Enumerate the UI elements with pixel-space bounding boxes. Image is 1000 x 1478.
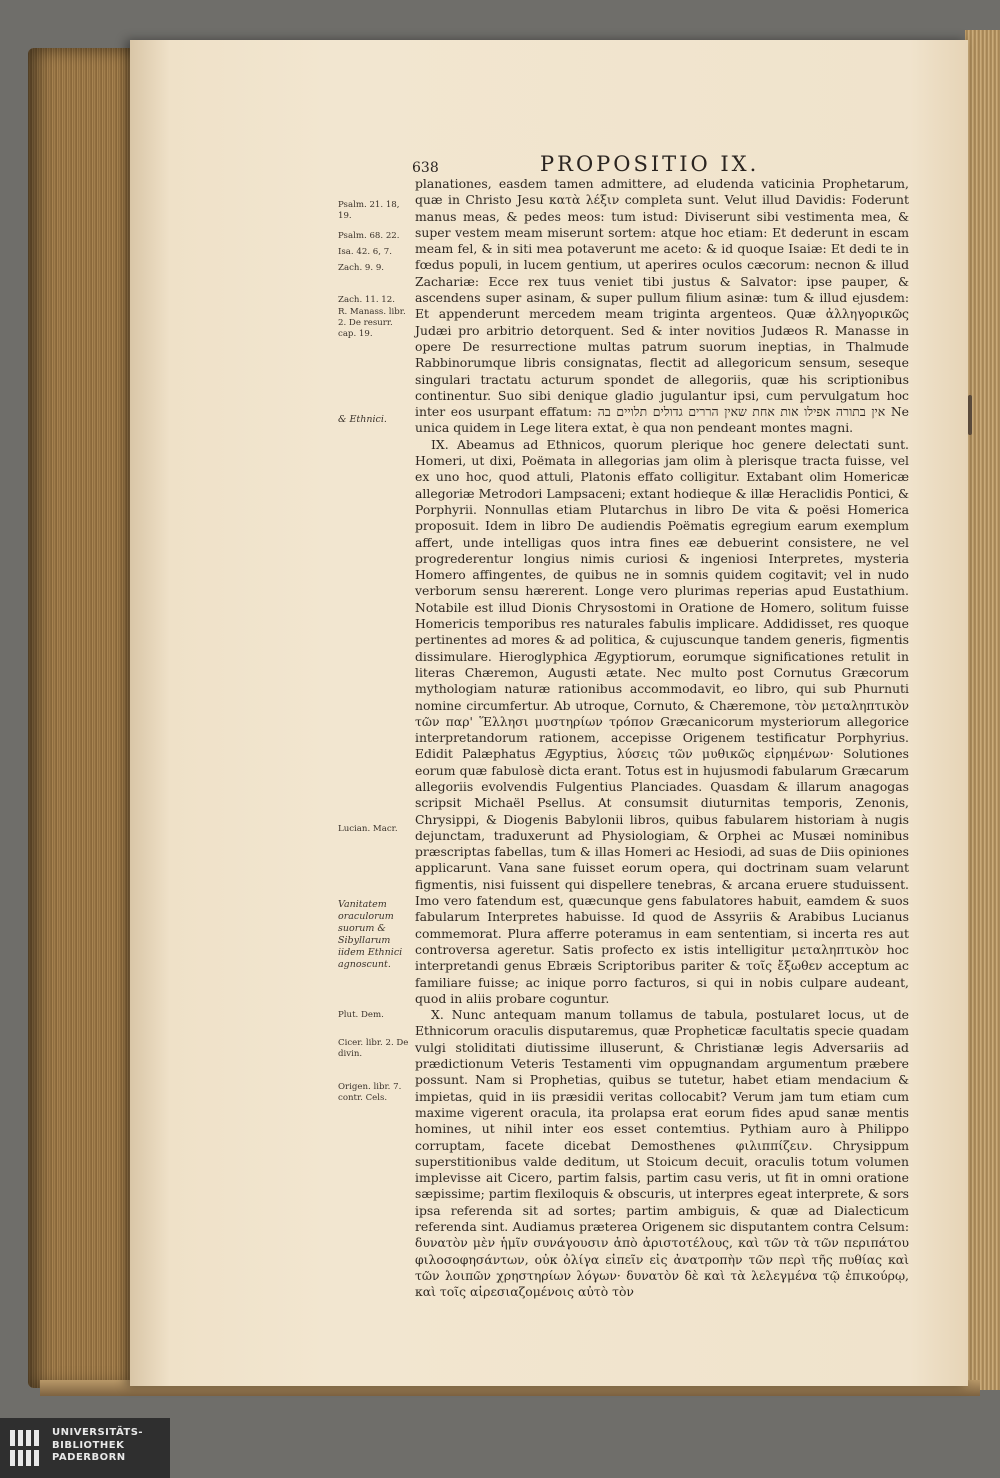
library-logo (0, 1418, 170, 1478)
book-fore-edge (28, 48, 132, 1388)
margin-note: & Ethnici. (338, 414, 387, 425)
book-right-edge (965, 30, 1000, 1390)
margin-note: Origen. libr. 7. contr. Cels. (338, 1082, 402, 1103)
paragraph: IX. Abeamus ad Ethnicos, quorum plerique hoc genere delectati sunt. Homeri, ut dixi, Poëmata in allegorias jam olim à plerisque tracta fuisse, vel ex uno hoc, quod attuli, Platonis effato colligitur. Extabant olim Homericæ allegoriæ Metrodori Lampsaceni; extant hodieque & illæ Heraclidis Pontici, & Porphyrii. Nonnullas etiam Plutarchus in libro De vita & poësi Homerica proposuit. Idem in libro De audiendis Poëmatis egregium earum exemplum affert, unde intelligas quos intra fines eæ debuerint consistere, ne vel progrederentur longius nimis curiosi & ingeniosi Interpretes, mysteria Homero affingentes, de quibus ne in somnis quidem cogitavit; vel in nudo verborum sensu hærerent. Longe vero plurimas reperias apud Eustathium. Notabile est illud Dionis Chrysostomi in Oratione de Homero, solitum fuisse Homericis temporibus res naturales fabulis implicare. Addidisset, res quoque pertinentes ad mores & ad politica, & cujuscunque tandem generis, figmentis dissimulare. Hieroglyphica Ægyptiorum, eorumque significationes retulit in literas Chæremon, Augusti ætate. Nec multo post Cornutus Græcorum mythologiam naturæ rationibus accommodavit, eo libro, qui sub Phurnuti nomine circumfertur. Ab utroque, Cornuto, & Chæremone, τὸν μεταληπτικὸν τῶν παρ' Ἕλλησι μυστηρίων τρόπον Græcanicorum mysteriorum allegorice interpretandorum rationem, accepisse Origenem testificatur Porphyrius. Edidit Palæphatus Ægyptius, λύσεις τῶν μυθικῶς εἰρημένων· Solutiones eorum quæ fabulosè dicta erant. Totus est in hujusmodi fabularum Græcarum allegoriis evolvendis Fulgentius Planciades. Quasdam & illarum anagogas scripsit Michaël Psellus. At consumsit diuturnitas temporis, Zenonis, Chrysippi, & Diogenis Babylonii libros, quibus fabularem historiam à nugis dejunctam, traduxerunt ad Physiologiam, & Orphei ac Musæi nominibus præscriptas fabellas, tum & illas Homeri ac Hesiodi, ad suas de Diis opiniones applicarunt. Vana sane fuisset eorum opera, qui doctrinam suam velarunt figmentis, nisi fuissent qui dispellere tenebras, & arcana eruere studuissent. Imo vero fatendum est, quæcunque gens fabulatores habuit, eamdem & suos fabularum Interpretes habuisse. Id quod de Assyriis & Arabibus Lucianus commemorat. Plura afferre poteramus in eam sententiam, si incerta res aut controversa ageretur. Satis profecto ex istis intelligitur μεταληπτικὸν hoc interpretandi genus Ebræis Scriptoribus pariter & τοῖς ἔξωθεν acceptum ac familiare fuisse; ac inique porro facturos, si qui in nobis culpare audeant, quod in aliis probare coguntur. (415, 436, 909, 1006)
margin-note: Zach. 9. 9. (338, 263, 385, 273)
page-stain (968, 395, 972, 435)
paragraph: X. Nunc antequam manum tollamus de tabula, postularet locus, ut de Ethnicorum oraculis disputaremus, quæ Propheticæ facultatis specie quadam vulgi stoliditati diutissime illuserunt, & Christianæ legis Adversariis ad prædictionum Veteris Testamenti vim oppugnandam argumentum præbere possunt. Nam si Prophetias, quibus se tutetur, habet etiam mendacium & impietas, quid in iis præsidii veritas collocabit? Verum jam tum etiam cum maxime vigerent oracula, ita prolapsa erat eorum fides apud sanæ mentis homines, ut nihil inter eos esset contemtius. Pythiam auro à Philippo corruptam, facete dicebat Demosthenes φιλιππίζειν. Chrysippum superstitionibus valde deditum, ut Stoicum decuit, oraculis totum volumen implevisse ait Cicero, partim falsis, partim casu veris, ut fit in omni oratione sæpissime; partim flexiloquis & obscuris, ut interpres egeat interprete, & sors ipsa referenda sit ad sortes; partim ambiguis, & quæ ad Dialecticum referenda sint. Audiamus præterea Origenem sic disputantem contra Celsum: δυνατὸν μὲν ἡμῖν συνάγουσιν ἀπὸ ἀριστοτέλους, καὶ τῶν τὰ τῶν περιπάτου φιλοσοφησάντων, οὐκ ὀλίγα εἰπεῖν εἰς ἀνατροπὴν τῶν περὶ τῆς πυθίας καὶ τῶν λοιπῶν χρηστηρίων λόγων· δυνατὸν δὲ καὶ τὰ λελεγμένα τῷ ἐπικούρῳ, καὶ τοῖς αἱρεσιαζομένοις αὐτὸ τὸν (415, 1007, 909, 1300)
section-title: PROPOSITIO IX. (540, 152, 760, 176)
margin-note: Psalm. 21. 18, 19. (338, 200, 400, 221)
margin-note: Isa. 42. 6, 7. (338, 247, 392, 257)
margin-note: Zach. 11. 12. (338, 295, 395, 305)
paragraph: planationes, easdem tamen admittere, ad eludenda vaticinia Prophetarum, quæ in Christo Jesu κατὰ λέξιν completa sunt. Velut illud Davidis: Foderunt manus meas, & pedes meos: tum istud: Diviserunt sibi vestimenta mea, & super vestem meam miserunt sortem: atque hoc etiam: Et dederunt in escam meam fel, & in siti mea potaverunt me aceto: & id quoque Isaiæ: Et dedi te in fœdus populi, in lucem gentium, ut aperires oculos cæcorum: necnon & illud Zachariæ: Ecce rex tuus veniet tibi justus & Salvator: ipse pauper, & ascendens super asinam, & super pullum filium asinæ: tum & illud ejusdem: Et appenderunt mercedem meam triginta argenteos. Quæ ἀλληγορικῶς Judæi pro arbitrio detorquent. Sed & inter novitios Judæos R. Manasse in opere De resurrectione multas patrum suorum ineptias, in Thalmude Rabbinorumque libris consignatas, flectit ad allegoricum sensum, seseque singulari tractatu acturum spondet de allegoriis, quæ his scriptionibus continentur. Suo sibi denique gladio jugulantur ipsi, cum pervulgatum hoc inter eos usurpant effatum: אין בתורה אפילו אות אחת שאין הררים גדולים תלויים בה Ne unica quidem in Lege litera extat, è qua non pendeant montes magni. (415, 176, 909, 436)
margin-note: R. Manass. libr. 2. De resurr. cap. 19. (338, 307, 406, 339)
main-text (415, 176, 909, 1300)
margin-note: Lucian. Macr. (338, 824, 398, 834)
library-logo-icon (8, 1428, 46, 1468)
margin-note: Psalm. 68. 22. (338, 231, 400, 241)
margin-note: Plut. Dem. (338, 1010, 384, 1020)
margin-note: Cicer. libr. 2. De divin. (338, 1038, 409, 1059)
page-number: 638 (412, 160, 439, 176)
margin-note: Vanitatem oraculorum suorum & Sibyllarum iidem Ethnici agnoscunt. (338, 899, 403, 970)
library-logo-text: UNIVERSITÄTS- BIBLIOTHEK PADERBORN (52, 1427, 144, 1463)
